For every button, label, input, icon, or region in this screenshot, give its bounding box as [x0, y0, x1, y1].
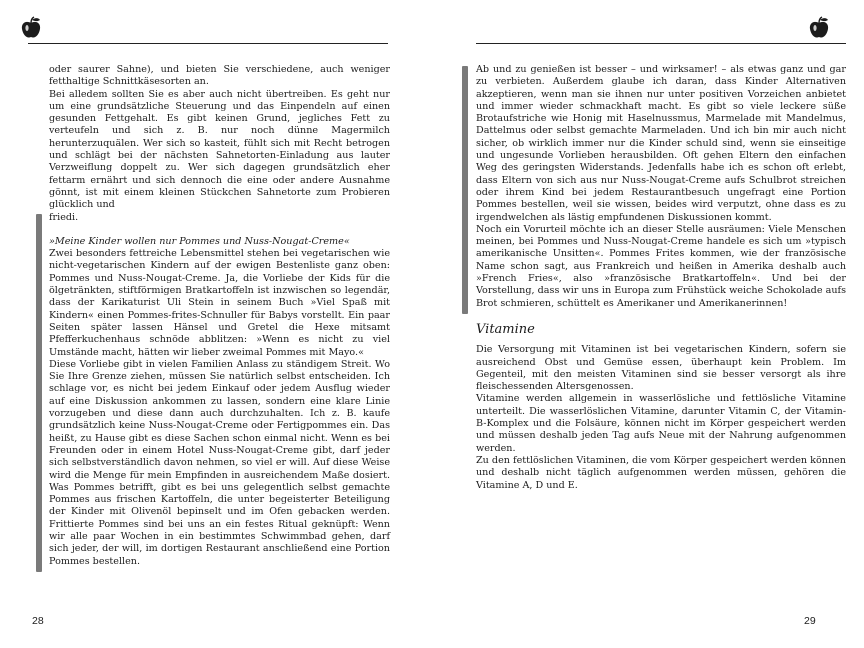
paragraph: Zwei besonders fettreiche Lebensmittel stehen bei vegetarischen wie nicht-vegetarischen Kindern auf der ewigen Bestenliste ganz oben: Pommes und Nuss-Nougat-Creme. Ja, die Vorliebe der Kids für die ölgetränkten, stiftförmigen Bratkartoffeln ist inzwischen so legendär, dass der Karikaturist Uli Stein in seinem Buch »Viel Spaß mit Kindern« einen Pommes-frites-Schnuller für Babys vorstellt. Ein paar Seiten später lassen Hänsel und Gretel die Hexe mitsamt Pfefferkuchenhaus schnöde abblitzen: »Wenn es nicht zu viel Umstände macht, hätten wir lieber zweimal Pommes mit Mayo.« — [49, 248, 390, 358]
paragraph-continuation: friedi. — [49, 211, 79, 223]
page-number: 29 — [804, 615, 816, 627]
right-page — [432, 0, 864, 648]
page-number: 28 — [32, 615, 44, 627]
box-side-bar — [462, 66, 468, 314]
paragraph: Zu den fettlöslichen Vitaminen, die vom Körper gespeichert werden können und deshalb nicht täglich aufgenommen werden müssen, gehören die Vitamine A, D und E. — [476, 454, 846, 491]
apple-icon — [808, 16, 830, 40]
info-box — [476, 64, 846, 310]
left-text-column — [49, 64, 390, 568]
paragraph: Vitamine werden allgemein in wasserlösliche und fettlösliche Vitamine unterteilt. Die wasserlöslichen Vitamine, darunter Vitamin C, der Vitamin-B-Komplex und die Folsäure, können nicht im Körper gespeichert werden und müssen deshalb jeden Tag aufs Neue mit der Nahrung aufgenommen werden. — [476, 393, 846, 454]
box-side-bar — [36, 214, 42, 572]
info-box — [49, 212, 390, 568]
paragraph: oder saurer Sahne), und bieten Sie verschiedene, auch weniger fetthaltige Schnittkäsesorten an. — [49, 64, 390, 88]
header-rule — [476, 43, 846, 44]
paragraph: Die Versorgung mit Vitaminen ist bei vegetarischen Kindern, sofern sie ausreichend Obst und Gemüse essen, überhaupt kein Problem. Im Gegenteil, mit den meisten Vitaminen sind sie besser versorgt als ihre fleischessenden Altersgenossen. — [476, 344, 846, 393]
paragraph: Bei alledem sollten Sie es aber auch nicht übertreiben. Es geht nur um eine grundsätzliche Steuerung und das Einpendeln auf einen gesunden Fettgehalt. Es gibt keinen Grund, jegliches Fett zu verteufeln und sich z. B. nur noch dünne Magermilch herunterzuquälen. Wer sich so kasteit, fühlt sich mit Recht betrogen und schlägt bei der nächsten Sahnetorten-Einladung aus lauter Verzweiflung doppelt zu. Wer sich dagegen grundsätzlich eher fettarm ernährt und sich dennoch die eine oder andere Ausnahme gönnt, ist mit einem kleinen Stückchen Sahnetorte zum Probieren glücklich und — [49, 88, 390, 211]
box-subtitle: »Meine Kinder wollen nur Pommes und Nuss-Nougat-Creme« — [49, 235, 350, 247]
paragraph: Noch ein Vorurteil möchte ich an dieser Stelle ausräumen: Viele Menschen meinen, bei Pommes und Nuss-Nougat-Creme handele es sich um »typisch amerikanische Unsitten«. Pommes Frites kommen, wie der französische Name schon sagt, aus Frankreich und heißen in Amerika deshalb auch »French Fries«, also »französische Bratkartoffeln«. Und bei der Vorstellung, dass wir uns in Europa zum Frühstück weiche Schokolade aufs Brot schmieren, schüttelt es Amerikaner und Amerikanerinnen! — [476, 223, 846, 309]
section-heading: Vitamine — [476, 321, 535, 337]
header-rule — [28, 43, 388, 44]
paragraph: Ab und zu genießen ist besser – und wirksamer! – als etwas ganz und gar zu verbieten. Außerdem glaube ich daran, dass Kinder Alternativen akzeptieren, wenn man sie ihnen nur unter positiven Vorzeichen anbietet und immer wieder schmackhaft macht. Es gibt so viele leckere süße Brotaufstriche wie Honig mit Haselnussmus, Marmelade mit Mandelmus, Dattelmus oder selbst gemachte Marmeladen. Und ich bin mir auch nicht sicher, ob wirklich immer nur die Kinder schuld sind, wenn sie einseitige und ungesunde Vorlieben herausbilden. Oft gehen Eltern den einfachen Weg des geringsten Widerstands. Jedenfalls habe ich es schon oft erlebt, dass Eltern von sich aus nur Nuss-Nougat-Creme aufs Schulbrot streichen oder ihrem Kind bei jedem Restaurantbesuch ungefragt eine Portion Pommes bestellen, weil sie wissen, beides wird verputzt, ohne dass es zu irgendwelchen als lästig empfundenen Diskussionen kommt. — [476, 64, 846, 223]
apple-icon — [20, 16, 42, 40]
paragraph: Diese Vorliebe gibt in vielen Familien Anlass zu ständigem Streit. Wo Sie Ihre Grenze ziehen, müssen Sie natürlich selbst entscheiden. Ich schlage vor, es nicht bei jedem Einkauf oder jedem Ausflug wieder auf eine Diskussion ankommen zu lassen, sondern eine klare Linie vorzugeben und diese dann auch durchzuhalten. Ich z. B. kaufe grundsätzlich keine Nuss-Nougat-Creme oder Fertigpommes ein. Das heißt, zu Hause gibt es diese Sachen schon einmal nicht. Wenn es bei Freunden oder in einem Hotel Nuss-Nougat-Creme gibt, darf jeder sich selbstverständlich davon nehmen, so viel er will. Auf diese Weise wird die Menge für mein Empfinden in ausreichendem Maße dosiert. Was Pommes betrifft, gibt es bei uns gelegentlich selbst gemachte Pommes aus frischen Kartoffeln, die unter begeisterter Beteiligung der Kinder mit Olivenöl bepinselt und im Ofen gebacken werden. Frittierte Pommes sind bei uns an ein festes Ritual geknüpft: Wenn wir alle paar Wochen in ein bestimmtes Schwimmbad gehen, darf sich jeder, der will, im dortigen Restaurant anschließend eine Portion Pommes bestellen. — [49, 358, 390, 567]
right-text-column — [476, 64, 846, 492]
